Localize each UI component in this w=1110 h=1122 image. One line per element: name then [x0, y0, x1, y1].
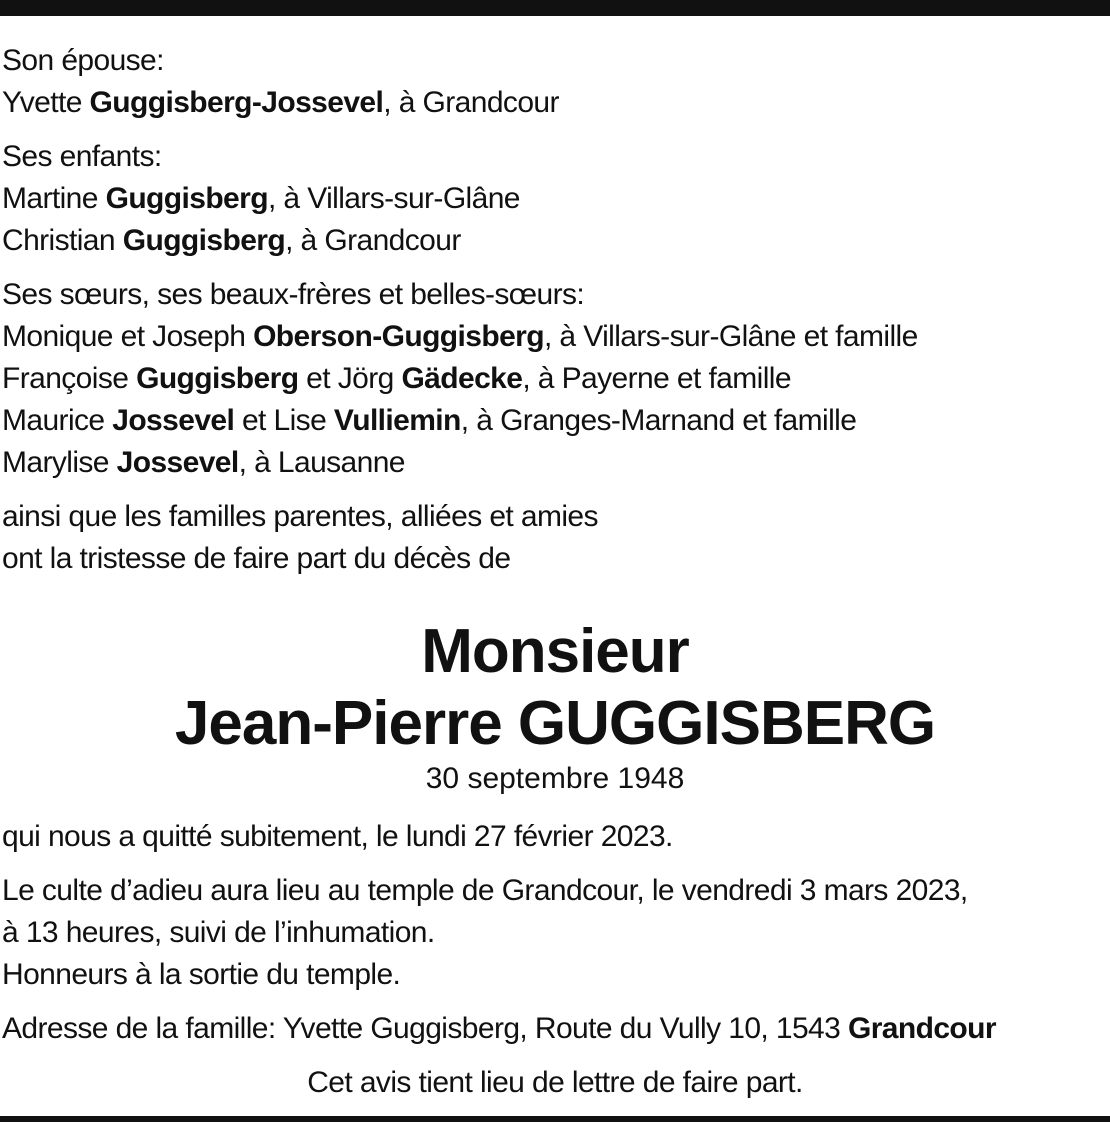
- address-city: Grandcour: [847, 1012, 996, 1045]
- siblings-heading: Ses sœurs, ses beaux-frères et belles-sœurs:: [2, 278, 585, 311]
- first-name: Marylise: [2, 446, 109, 479]
- first-name: Françoise: [2, 362, 129, 395]
- siblings-section: [2, 274, 1108, 484]
- ceremony-line: Le culte d’adieu aura lieu au temple de Grandcour, le vendredi 3 mars 2023,: [2, 874, 968, 907]
- surname: Guggisberg: [122, 224, 286, 257]
- first-name: Yvette: [2, 86, 82, 119]
- first-name: Martine: [2, 182, 98, 215]
- place: , à Villars-sur-Glâne et famille: [543, 320, 918, 353]
- family-address: [2, 1008, 1108, 1050]
- surname: Oberson-Guggisberg: [253, 320, 544, 353]
- surname: Jossevel: [112, 404, 235, 437]
- sibling-entry: [2, 442, 1108, 484]
- partner-surname: Gädecke: [401, 362, 523, 395]
- first-name: Christian: [2, 224, 115, 257]
- child-entry: [2, 178, 1108, 220]
- children-heading: Ses enfants:: [2, 140, 162, 173]
- deceased-block: [2, 616, 1108, 798]
- ceremony-line: à 13 heures, suivi de l’inhumation.: [2, 916, 435, 949]
- children-section: [2, 136, 1108, 262]
- deceased-salutation: Monsieur: [421, 617, 689, 686]
- sibling-entry: [2, 358, 1108, 400]
- address-label: Adresse de la famille: Yvette Guggisberg, Route du Vully 10, 1543: [2, 1012, 841, 1045]
- surname: Guggisberg: [105, 182, 268, 215]
- spouse-heading: Son épouse:: [2, 44, 164, 77]
- place: , à Grandcour: [285, 224, 461, 257]
- place: , à Payerne et famille: [522, 362, 791, 395]
- sibling-entry: [2, 400, 1108, 442]
- surname: Guggisberg-Jossevel: [89, 86, 384, 119]
- closing-note: Cet avis tient lieu de lettre de faire part.: [307, 1066, 803, 1099]
- bottom-rule: [0, 1116, 1110, 1122]
- place: , à Villars-sur-Glâne: [267, 182, 520, 215]
- partner-first-name: et Jörg: [306, 362, 394, 395]
- surname: Guggisberg: [136, 362, 299, 395]
- place: , à Granges-Marnand et famille: [460, 404, 857, 437]
- ceremony-line: Honneurs à la sortie du temple.: [2, 958, 401, 991]
- sibling-entry: [2, 316, 1108, 358]
- top-rule: [0, 0, 1110, 16]
- partner-first-name: et Lise: [241, 404, 327, 437]
- partner-surname: Vulliemin: [333, 404, 461, 437]
- child-entry: [2, 220, 1108, 262]
- obituary-notice: [2, 40, 1108, 1104]
- surname: Jossevel: [116, 446, 239, 479]
- spouse-section: [2, 40, 1108, 124]
- intro-line: ainsi que les familles parentes, alliées et amies: [2, 500, 598, 533]
- intro-line: ont la tristesse de faire part du décès de: [2, 542, 511, 575]
- deceased-name: Jean-Pierre GUGGISBERG: [174, 689, 936, 758]
- ceremony-section: [2, 870, 1108, 996]
- death-notice: qui nous a quitté subitement, le lundi 27 février 2023.: [2, 820, 673, 853]
- intro-section: [2, 496, 1108, 580]
- first-name: Maurice: [2, 404, 105, 437]
- first-names: Monique et Joseph: [2, 320, 246, 353]
- spouse-entry: [2, 82, 1108, 124]
- place: , à Grandcour: [383, 86, 559, 119]
- place: , à Lausanne: [238, 446, 405, 479]
- birth-date: 30 septembre 1948: [425, 762, 685, 795]
